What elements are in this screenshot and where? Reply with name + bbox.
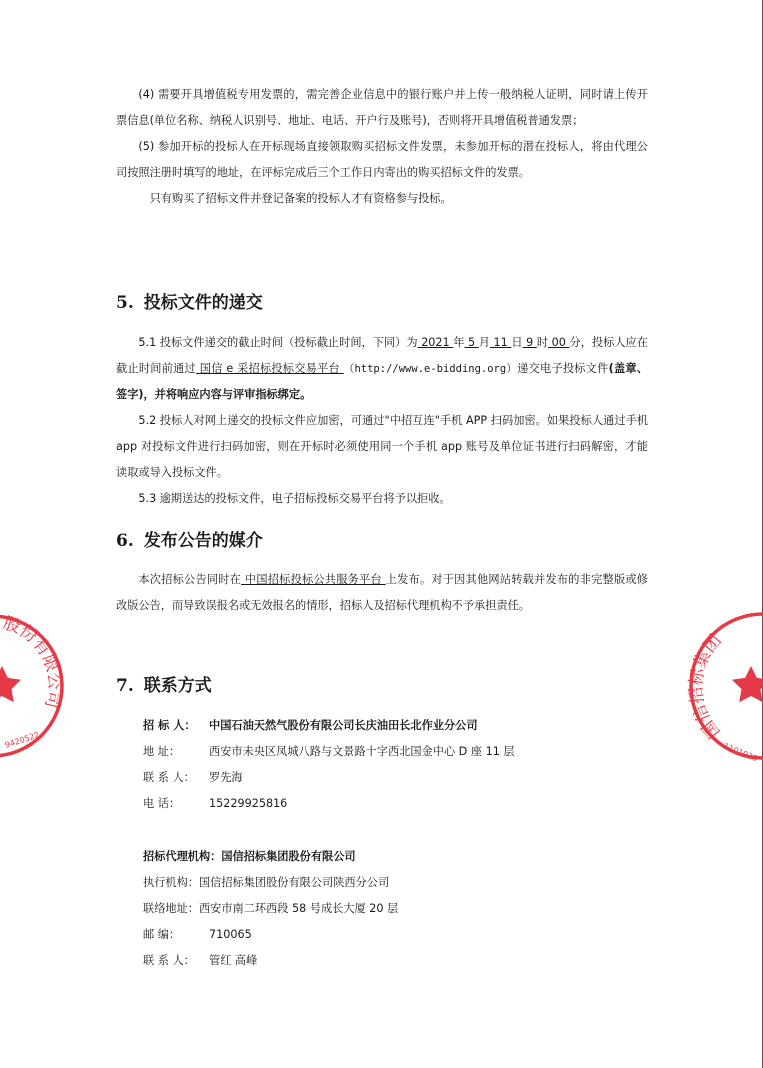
label: 联 系 人： <box>143 771 195 784</box>
text: 5.1 投标文件递交的截止时间（投标截止时间，下同）为 <box>138 336 418 349</box>
agency-exec: 国信招标集团股份有限公司陕西分公司 <box>198 876 390 889</box>
deadline-day: 11 <box>489 336 512 349</box>
right-agency-seal <box>683 608 763 764</box>
paragraph-5-3: 5.3 逾期送达的投标文件，电子招标投标交易平台将予以拒收。 <box>138 492 451 505</box>
tenderer-phone-row <box>143 791 515 817</box>
seal-star-icon <box>0 666 21 702</box>
deadline-year: 2021 <box>417 336 454 349</box>
agency-contact <box>143 844 398 974</box>
section-6-title: 发布公告的媒介 <box>143 531 263 551</box>
left-seal-text: 股份有限公司 <box>0 613 65 711</box>
paragraph-6 <box>116 567 648 619</box>
agency-row <box>143 844 398 870</box>
platform-url: （http://www.e-bidding.org） <box>343 363 518 375</box>
section-6-body <box>116 567 648 619</box>
deadline-month: 5 <box>464 336 479 349</box>
agency-post-row <box>143 922 398 948</box>
paragraph-5-1 <box>116 330 648 408</box>
left-seal-code: 9420522 <box>3 730 41 750</box>
tenderer-address: 西安市未央区凤城八路与文景路十字西北国金中心 D 座 11 层 <box>209 745 515 758</box>
label: 邮 编： <box>143 928 181 941</box>
section-5-body <box>116 330 648 512</box>
section-5-title: 投标文件的递交 <box>143 293 263 313</box>
left-company-seal <box>0 608 80 764</box>
text: 年 <box>453 336 465 349</box>
agency-contact-person: 管红 高峰 <box>209 954 258 967</box>
text: 月 <box>478 336 490 349</box>
item-4: (4) 需要开具增值税专用发票的，需完善企业信息中的银行账户并上传一般纳税人证明，同时请上传开票信息(单位名称、纳税人识别号、地址、电话、开户行及账号)，否则将开具增值税普通发票； <box>116 88 648 127</box>
label: 联络地址： <box>143 902 199 915</box>
agency-name: 国信招标集团股份有限公司 <box>221 850 356 863</box>
section-7-title: 联系方式 <box>143 676 212 696</box>
text: 上发布。对于因其他网站转载并发布的非完整版或修改版公告，而导致误报名或无效报名的情形，招标人及招标代理机构不予承担责任。 <box>116 573 648 612</box>
agency-contact-row <box>143 948 398 974</box>
section-5-heading <box>116 288 263 313</box>
deadline-hour: 9 <box>522 336 537 349</box>
item-5: (5) 参加开标的投标人在开标现场直接领取购买招标文件发票，未参加开标的潜在投标人，将由代理公司按照注册时填写的地址，在评标完成后三个工作日内寄出的购买招标文件的发票。 <box>116 140 648 179</box>
agency-address: 西安市南二环西段 58 号成长大厦 20 层 <box>198 902 399 915</box>
deadline-minute: 00 <box>548 336 570 349</box>
section-5-number: 5. <box>116 293 134 313</box>
tenderer-name: 中国石油天然气股份有限公司长庆油田长北作业分公司 <box>209 719 478 732</box>
section4-tail <box>116 82 648 212</box>
text: 分，投标人应在截止时间前通过 <box>116 336 648 375</box>
tenderer-contact-person: 罗先海 <box>209 771 243 784</box>
label: 联 系 人： <box>143 954 195 967</box>
section-6-heading <box>116 526 263 551</box>
tenderer-row <box>143 713 515 739</box>
tenderer-contact <box>143 713 515 817</box>
label: 招 标 人： <box>143 719 196 732</box>
text: 日 <box>511 336 523 349</box>
tenderer-address-row <box>143 739 515 765</box>
right-seal-text: 国信招标集团 <box>686 630 726 742</box>
media-name: 中国招标投标公共服务平台 <box>241 573 386 586</box>
label: 招标代理机构： <box>143 850 222 863</box>
text: 本次招标公告同时在 <box>138 573 242 586</box>
agency-address-row <box>143 896 398 922</box>
tenderer-phone: 15229925816 <box>209 797 288 810</box>
text: 时 <box>536 336 549 349</box>
section-6-number: 6. <box>116 531 134 551</box>
label: 电 话： <box>143 797 181 810</box>
platform-name: 国信 e 采招标投标交易平台 <box>195 362 344 375</box>
section-7-heading <box>116 671 212 696</box>
right-seal-stamp <box>686 614 763 763</box>
seal-star-icon <box>732 666 763 702</box>
agency-postcode: 710065 <box>209 928 252 941</box>
label: 地 址： <box>143 745 181 758</box>
label: 执行机构： <box>143 876 199 889</box>
eligibility-note: 只有购买了招标文件并登记备案的投标人才有资格参与投标。 <box>149 192 452 205</box>
left-seal-stamp <box>0 613 64 756</box>
agency-exec-row <box>143 870 398 896</box>
tenderer-contact-row <box>143 765 515 791</box>
bold-requirement: (盖章、签字)，并将响应内容与评审指标绑定。 <box>116 362 648 401</box>
text: 递交电子投标文件 <box>517 362 609 375</box>
section-7-number: 7. <box>116 676 134 696</box>
paragraph-5-2: 5.2 投标人对网上递交的投标文件应加密，可通过"中招互连"手机 APP 扫码加密。如果投标人通过手机 app 对投标文件进行扫码加密，则在开标时必须使用同一个手机 app 账号及单位证书进行扫码解密，才能读取或导入投标文件。 <box>116 414 648 479</box>
right-seal-code: 1101020 <box>722 741 759 764</box>
